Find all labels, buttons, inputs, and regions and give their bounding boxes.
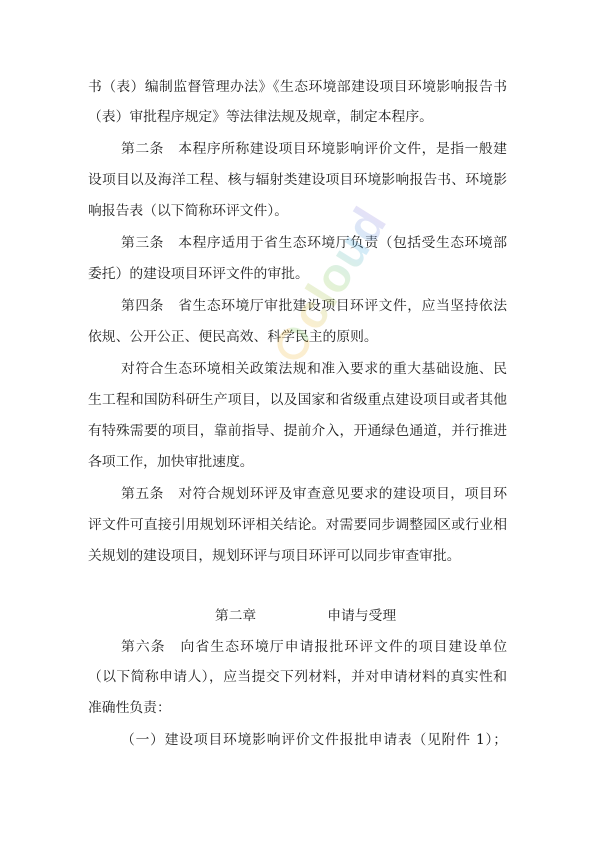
chapter-title: 申请与受理 [327,607,397,624]
text-line: 第二条 本程序所称建设项目环境影响评价文件，是指一般建 [121,141,507,158]
text-line: 对符合生态环境相关政策法规和准入要求的重大基础设施、民 [121,361,507,378]
text-line: 书（表）编制监督管理办法》《生态环境部建设项目环境影响报告书 [88,78,507,95]
paragraph-continuation [88,72,507,134]
document-body [88,72,507,757]
text-line: 有特殊需要的项目，靠前指导、提前介入，开通绿色通道，并行推进 [88,423,507,440]
paragraph-article-6 [88,632,507,725]
watermark-text: cloud [281,198,398,340]
chapter-number: 第二章 [214,607,257,624]
text-line: （以下简称申请人），应当提交下列材料，并对申请材料的真实性和 [88,669,507,686]
section-general-provisions [88,72,507,572]
text-line: 评文件可直接引用规划环评相关结论。对需要同步调整园区或行业相 [88,516,507,533]
text-line: 第六条 向省生态环境厅申请报批环评文件的项目建设单位 [121,638,507,655]
text-line: （表）审批程序规定》等法律法规及规章，制定本程序。 [88,109,433,126]
text-line: 依规、公开公正、便民高效、科学民主的原则。 [88,329,378,346]
text-line: 准确性负责： [88,700,171,717]
paragraph-article-5 [88,479,507,572]
text-line: 委托）的建设项目环评文件的审批。 [88,266,309,283]
text-line: 关规划的建设项目，规划环评与项目环评可以同步审查审批。 [88,547,461,564]
paragraph-article-3 [88,228,507,290]
section-application-acceptance [88,632,507,757]
paragraph-article-4 [88,291,507,353]
list-item [88,725,507,756]
text-line: 各项工作，加快审批速度。 [88,453,254,470]
list-item-text: （一）建设项目环境影响评价文件报批申请表（见附件 1）； [121,732,507,749]
chapter-heading [88,601,507,632]
text-line: 设项目以及海洋工程、核与辐射类建设项目环境影响报告书、环境影 [88,172,507,189]
text-line: 响报告表（以下简称环评文件）。 [88,203,289,220]
paragraph-article-2 [88,134,507,227]
text-line: 第三条 本程序适用于省生态环境厅负责（包括受生态环境部 [121,235,507,252]
text-line: 生工程和国防科研生产项目，以及国家和省级重点建设项目或者其他 [88,392,507,409]
text-line: 第五条 对符合规划环评及审查意见要求的建设项目，项目环 [121,486,507,503]
paragraph-article-4-continued [88,354,507,478]
text-line: 第四条 省生态环境厅审批建设项目环评文件，应当坚持依法 [121,298,507,315]
